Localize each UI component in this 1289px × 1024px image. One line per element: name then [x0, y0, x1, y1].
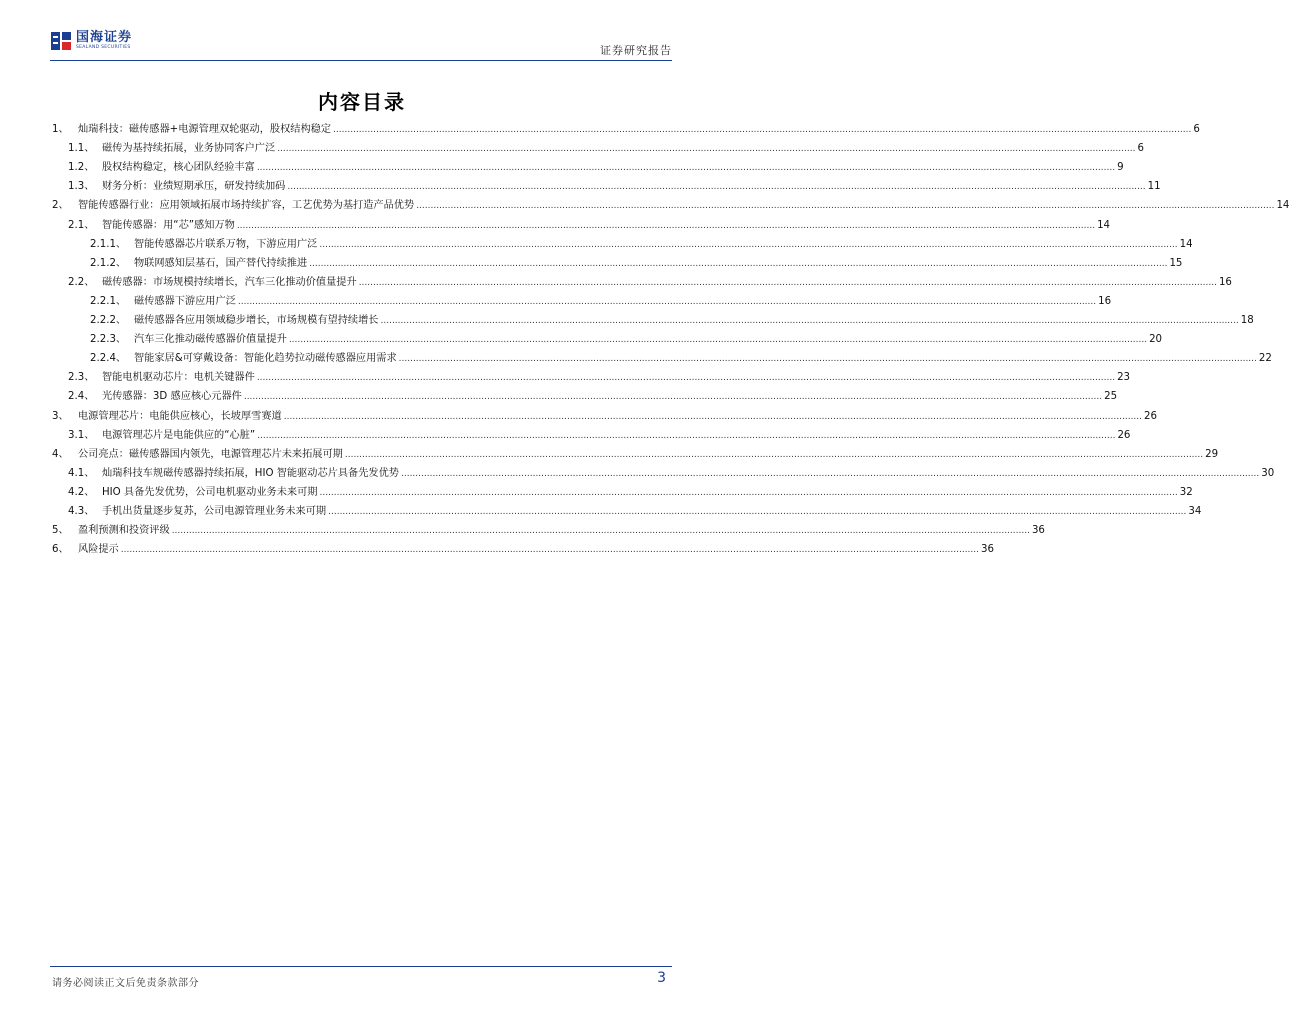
toc-entry[interactable]	[52, 540, 994, 560]
toc-entry-title: 股权结构稳定，核心团队经验丰富	[102, 162, 255, 174]
toc-entry[interactable]	[52, 407, 1157, 427]
toc-entry-page: 6	[1137, 143, 1144, 155]
toc-dot-leader: ............................................................................................................................................................................................................................................................................................................	[237, 296, 1097, 307]
page-number: 3	[657, 970, 666, 986]
toc-entry-number: 2.2、	[68, 276, 95, 288]
toc-dot-leader: ............................................................................................................................................................................................................................................................................................................	[416, 201, 1275, 212]
toc-entry-page: 23	[1117, 372, 1131, 384]
toc-entry[interactable]	[68, 177, 1161, 197]
disclaimer-note: 请务必阅读正文后免责条款部分	[52, 978, 199, 989]
toc-entry[interactable]	[52, 120, 1200, 140]
toc-dot-leader: ............................................................................................................................................................................................................................................................................................................	[309, 258, 1168, 269]
toc-entry-title: 磁传感器各应用领域稳步增长，市场规模有望持续增长	[134, 315, 379, 326]
toc-dot-leader: ............................................................................................................................................................................................................................................................................................................	[256, 163, 1116, 174]
toc-entry-number: 1.2、	[68, 162, 95, 174]
toc-entry-number: 2.2.1、	[90, 295, 127, 307]
toc-entry[interactable]	[52, 196, 1289, 216]
toc-entry-page: 20	[1149, 334, 1163, 346]
toc-entry-title: 智能传感器行业：应用领域拓展市场持续扩容，工艺优势为基打造产品优势	[78, 200, 415, 212]
toc-entry-title: 公司亮点：磁传感器国内领先，电源管理芯片未来拓展可期	[78, 448, 343, 460]
toc-entry-number: 2.1、	[68, 219, 95, 231]
toc-entry-number: 1.1、	[68, 143, 95, 155]
toc-entry-title: 光传感器：3D 感应核心元器件	[102, 391, 242, 403]
toc-entry-title: 灿瑞科技车规磁传感器持续拓展，HIO 智能驱动芯片具备先发优势	[102, 467, 399, 479]
toc-dot-leader: ............................................................................................................................................................................................................................................................................................................	[328, 507, 1187, 517]
toc-entry[interactable]	[90, 311, 1254, 331]
toc-entry[interactable]	[68, 273, 1232, 293]
toc-entry[interactable]	[68, 387, 1118, 407]
toc-dot-leader: ............................................................................................................................................................................................................................................................................................................	[287, 182, 1146, 193]
toc-entry-page: 16	[1218, 276, 1232, 288]
toc-dot-leader: ............................................................................................................................................................................................................................................................................................................	[236, 220, 1096, 231]
toc-entry-title: 智能传感器芯片联系万物，下游应用广泛	[134, 238, 318, 250]
toc-entry[interactable]	[68, 368, 1131, 388]
toc-entry[interactable]	[68, 139, 1144, 159]
toc-dot-leader: ............................................................................................................................................................................................................................................................................................................	[277, 144, 1136, 155]
toc-entry[interactable]	[68, 158, 1124, 178]
toc-entry-number: 2.4、	[68, 391, 95, 403]
header-divider	[50, 60, 672, 61]
toc-entry-title: 磁传感器下游应用广泛	[134, 295, 236, 307]
toc-entry-page: 14	[1179, 238, 1193, 250]
toc-entry-title: 财务分析：业绩短期承压，研发持续加码	[102, 181, 286, 193]
toc-entry-number: 1.3、	[68, 181, 95, 193]
toc-entry-title: 智能传感器：用“芯”感知万物	[102, 219, 235, 231]
toc-entry[interactable]	[52, 521, 1045, 541]
toc-dot-leader: ............................................................................................................................................................................................................................................................................................................	[243, 392, 1103, 403]
toc-title: 内容目录	[318, 90, 406, 114]
toc-dot-leader: ............................................................................................................................................................................................................................................................................................................	[358, 277, 1217, 288]
toc-entry-title: 电源管理芯片：电能供应核心，长坡厚雪赛道	[78, 410, 282, 422]
toc-entry[interactable]	[90, 254, 1183, 274]
toc-entry-number: 3、	[52, 410, 69, 422]
toc-entry-number: 1、	[52, 124, 69, 135]
footer-divider	[50, 966, 672, 967]
toc-entry-number: 2.2.2、	[90, 315, 127, 326]
logo-chinese-name: 国海证券	[76, 30, 133, 45]
toc-entry-number: 6、	[52, 544, 69, 556]
toc-entry-page: 15	[1169, 257, 1183, 269]
toc-entry-page: 6	[1193, 124, 1200, 135]
toc-entry-page: 18	[1240, 315, 1254, 326]
toc-entry-title: 磁传感器：市场规模持续增长，汽车三化推动价值量提升	[102, 276, 357, 288]
toc-dot-leader: ............................................................................................................................................................................................................................................................................................................	[333, 125, 1192, 135]
toc-entry-title: 灿瑞科技：磁传感器+电源管理双轮驱动，股权结构稳定	[78, 124, 332, 135]
toc-entry-number: 4.3、	[68, 506, 95, 517]
toc-entry-number: 3.1、	[68, 429, 95, 441]
toc-entry-page: 32	[1179, 486, 1193, 498]
toc-entry-number: 4.1、	[68, 467, 95, 479]
toc-entry[interactable]	[68, 216, 1111, 236]
toc-entry[interactable]	[90, 235, 1193, 255]
toc-entry-page: 22	[1258, 353, 1272, 365]
page-header	[50, 28, 672, 60]
toc-dot-leader: ............................................................................................................................................................................................................................................................................................................	[256, 373, 1116, 384]
toc-entry[interactable]	[90, 349, 1272, 369]
toc-entry-page: 34	[1188, 506, 1202, 517]
toc-entry-title: 物联网感知层基石，国产替代持续推进	[134, 257, 308, 269]
toc-entry-number: 2.2.3、	[90, 334, 127, 346]
toc-entry-page: 25	[1104, 391, 1118, 403]
toc-dot-leader: ............................................................................................................................................................................................................................................................................................................	[257, 430, 1116, 441]
toc-entry[interactable]	[68, 426, 1131, 446]
toc-entry-number: 2.2.4、	[90, 353, 127, 365]
toc-entry-title: 盈利预测和投资评级	[78, 525, 170, 537]
toc-dot-leader: ............................................................................................................................................................................................................................................................................................................	[288, 335, 1148, 346]
toc-dot-leader: ............................................................................................................................................................................................................................................................................................................	[400, 468, 1260, 479]
toc-entry-title: 风险提示	[78, 544, 119, 556]
toc-entry-page: 11	[1147, 181, 1161, 193]
toc-entry-page: 14	[1276, 200, 1289, 212]
toc-entry-number: 2.3、	[68, 372, 95, 384]
toc-dot-leader: ............................................................................................................................................................................................................................................................................................................	[319, 239, 1178, 250]
toc-dot-leader: ............................................................................................................................................................................................................................................................................................................	[171, 526, 1030, 537]
toc-dot-leader: ............................................................................................................................................................................................................................................................................................................	[120, 545, 980, 556]
toc-entry-page: 36	[1031, 525, 1045, 537]
toc-entry[interactable]	[90, 292, 1112, 312]
toc-entry-page: 36	[981, 544, 994, 556]
toc-entry[interactable]	[68, 464, 1275, 484]
toc-entry-page: 26	[1117, 429, 1131, 441]
logo-english-name: SEALAND SECURITIES	[76, 45, 131, 50]
report-type-label: 证券研究报告	[600, 44, 672, 57]
toc-entry-page: 16	[1098, 295, 1112, 307]
toc-entry-title: 电源管理芯片是电能供应的“心脏”	[102, 429, 256, 441]
toc-entry-title: 手机出货量逐步复苏，公司电源管理业务未来可期	[102, 506, 327, 517]
toc-entry-page: 30	[1261, 467, 1275, 479]
toc-dot-leader: ............................................................................................................................................................................................................................................................................................................	[319, 487, 1178, 498]
toc-entry[interactable]	[52, 445, 1219, 465]
toc-entry[interactable]	[68, 483, 1193, 503]
toc-entry-number: 2.1.1、	[90, 238, 127, 250]
toc-dot-leader: ............................................................................................................................................................................................................................................................................................................	[344, 449, 1204, 460]
toc-entry[interactable]	[68, 502, 1202, 522]
toc-entry-number: 2、	[52, 200, 69, 212]
toc-entry-title: 汽车三化推动磁传感器价值量提升	[134, 334, 287, 346]
toc-entry-title: 磁传为基持续拓展，业务协同客户广泛	[102, 143, 276, 155]
toc-entry-number: 5、	[52, 525, 69, 537]
toc-dot-leader: ............................................................................................................................................................................................................................................................................................................	[283, 411, 1143, 422]
toc-entry-number: 4.2、	[68, 486, 95, 498]
company-logo	[50, 30, 132, 52]
toc-entry-title: 智能电机驱动芯片：电机关键器件	[102, 372, 255, 384]
toc-entry-page: 9	[1117, 162, 1124, 174]
toc-entry-page: 26	[1144, 410, 1157, 422]
toc-entry-page: 29	[1205, 448, 1219, 460]
toc-entry-title: 智能家居&可穿戴设备：智能化趋势拉动磁传感器应用需求	[134, 353, 397, 365]
toc-entry-number: 2.1.2、	[90, 257, 127, 269]
toc-dot-leader: ............................................................................................................................................................................................................................................................................................................	[398, 354, 1257, 365]
toc-entry[interactable]	[90, 330, 1163, 350]
toc-dot-leader: ............................................................................................................................................................................................................................................................................................................	[380, 316, 1239, 326]
toc-entry-number: 4、	[52, 448, 69, 460]
sealand-logo-icon	[50, 30, 72, 52]
toc-entry-page: 14	[1097, 219, 1111, 231]
toc-entry-title: HIO 具备先发优势，公司电机驱动业务未来可期	[102, 486, 318, 498]
